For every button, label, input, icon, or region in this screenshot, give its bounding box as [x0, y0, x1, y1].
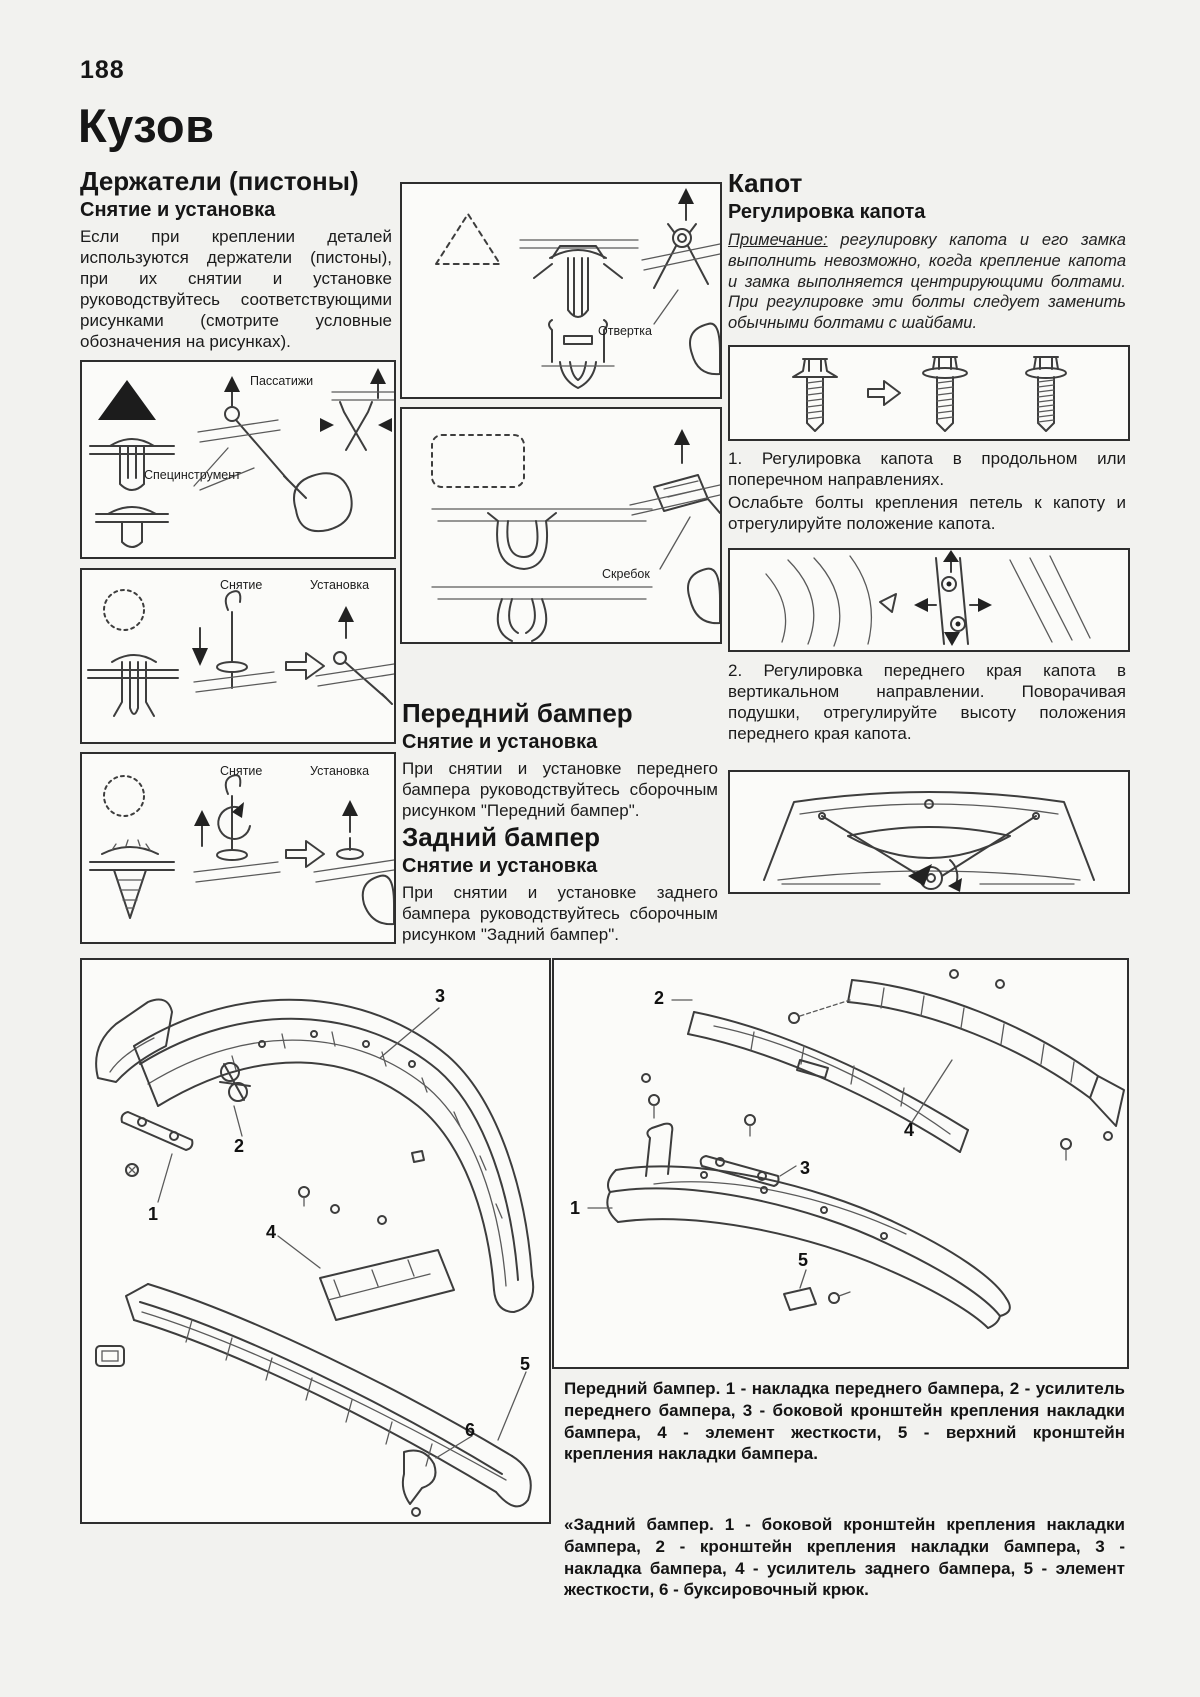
- front-part-number: 4: [904, 1120, 915, 1140]
- holders-figure-screwdriver-drawing: [402, 184, 720, 397]
- holders-figure-screwdriver: [400, 182, 722, 399]
- front-bumper-subheading: Снятие и установка: [402, 731, 598, 753]
- front-part-number: 3: [800, 1158, 811, 1178]
- holders-figure-removal-1: [80, 568, 396, 744]
- screwdriver-label: Отвертка: [598, 324, 652, 338]
- hood-subheading: Регулировка капота: [728, 201, 926, 223]
- removal-label: Снятие: [220, 578, 263, 592]
- install-label: Установка: [310, 578, 370, 592]
- rear-bumper-caption: «Задний бампер. 1 - боковой кронштейн крепления накладки бампера, 2 - кронштейн крепления накладки бампера, 3 - накладка бампера, 4 - усилитель заднего бампера, 5 - элемент жесткости, 6 - буксировочный крюк.: [564, 1515, 1125, 1600]
- hood-cushion-drawing: [730, 772, 1128, 892]
- holders-body: Если при креплении деталей используются держатели (пистоны), при их снятии и установке руководствуйтесь соответствующими рисунками (смотрите условные обозначения на рисунках).: [80, 227, 392, 352]
- page-title: Кузов: [78, 99, 215, 152]
- removal-label: Снятие: [220, 764, 263, 778]
- holders-figure-removal-2: [80, 752, 396, 944]
- rear-bumper-subheading: Снятие и установка: [402, 855, 598, 877]
- hood-hinge-figure: [728, 548, 1130, 652]
- front-bumper-body: При снятии и установке переднего бампера руководствуйтесь сборочным рисунком "Передний бампер".: [402, 759, 718, 821]
- hood-heading: Капот: [728, 168, 803, 198]
- holders-figure-removal-1-drawing: [82, 570, 394, 742]
- assembly-area: [80, 958, 1126, 1658]
- hood-step2: 2. Регулировка переднего края капота в вертикальном направлении. Поворачивая подушки, отрегулируйте высоту положения переднего края капота.: [728, 661, 1126, 744]
- rear-part-number: 5: [520, 1354, 531, 1374]
- front-part-number: 5: [798, 1250, 809, 1270]
- rear-bumper-drawing: [82, 960, 549, 1522]
- holders-figure-scraper: [400, 407, 722, 644]
- rear-part-number: 1: [148, 1204, 159, 1224]
- holders-figure-removal-2-drawing: [82, 754, 394, 942]
- hood-step1-title: 1. Регулировка капота в продольном или поперечном направлениях.: [728, 449, 1126, 490]
- triangle-symbol-icon: [98, 380, 156, 420]
- special-tool-label: Специнструмент: [144, 468, 241, 482]
- hood-note-text: регулировку капота и его замка выполнить невозможно, когда крепление капота и замка выполняется центрирующими болтами. При регулировке эти болты следует заменить обычными болтами с шайбами.: [728, 231, 1126, 333]
- rear-part-number: 2: [234, 1136, 245, 1156]
- rear-bumper-body: При снятии и установке заднего бампера руководствуйтесь сборочным рисунком "Задний бампер".: [402, 883, 718, 945]
- rear-part-number: 6: [465, 1420, 476, 1440]
- rear-part-number: 3: [435, 986, 446, 1006]
- rear-bumper-figure: [80, 958, 551, 1524]
- front-part-number: 1: [570, 1198, 581, 1218]
- hood-note-label: Примечание:: [728, 231, 828, 249]
- scraper-label: Скребок: [602, 567, 650, 581]
- front-part-number: 2: [654, 988, 665, 1008]
- hood-bolts-figure: [728, 345, 1130, 441]
- pliers-label: Пассатижи: [250, 374, 314, 388]
- holders-figure-tools: [80, 360, 396, 559]
- hood-step1-body: Ослабьте болты крепления петель к капоту и отрегулируйте положение капота.: [728, 493, 1126, 534]
- holders-heading: Держатели (пистоны): [80, 166, 359, 196]
- holders-figure-scraper-drawing: [402, 409, 720, 642]
- front-bumper-drawing: [554, 960, 1127, 1367]
- holders-figure-tools-drawing: [82, 362, 394, 557]
- install-label: Установка: [310, 764, 370, 778]
- hood-hinge-drawing: [730, 550, 1128, 650]
- hood-note: [728, 230, 1126, 334]
- page-number: 188: [80, 56, 125, 84]
- rear-part-number: 4: [266, 1222, 277, 1242]
- front-bumper-heading: Передний бампер: [402, 698, 633, 728]
- hood-bolts-drawing: [730, 347, 1128, 439]
- rear-bumper-heading: Задний бампер: [402, 822, 600, 852]
- holders-subheading: Снятие и установка: [80, 199, 276, 221]
- front-bumper-caption: Передний бампер. 1 - накладка переднего бампера, 2 - усилитель переднего бампера, 3 - боковой кронштейн крепления накладки бампера, 4 - элемент жесткости, 5 - верхний кронштейн крепления накладки бампера.: [564, 1379, 1125, 1464]
- hood-cushion-figure: [728, 770, 1130, 894]
- front-bumper-figure: [552, 958, 1129, 1369]
